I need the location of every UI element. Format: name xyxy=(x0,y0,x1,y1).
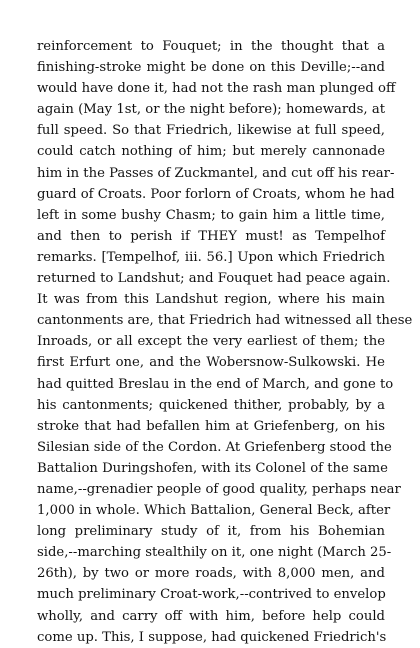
text-line: much preliminary Croat-work,--contrived to envelop xyxy=(37,587,386,603)
text-line: cantonments are, that Friedrich had witnessed all these xyxy=(37,313,413,329)
text-line: remarks. [Tempelhof, iii. 56.] Upon which Friedrich xyxy=(37,249,385,265)
text-line: stroke that had befallen him at Griefenberg, on his xyxy=(37,418,385,434)
text-line: name,--grenadier people of good quality, perhaps near xyxy=(37,481,401,497)
book-page xyxy=(37,36,413,648)
text-line: returned to Landshut; and Fouquet had peace again. xyxy=(37,271,391,287)
text-line: his cantonments; quickened thither, probably, by a xyxy=(37,397,385,413)
text-line: wholly, and carry off with him, before help could xyxy=(37,608,385,624)
text-line: had quitted Breslau in the end of March, and gone to xyxy=(37,376,394,392)
text-line: It was from this Landshut region, where his main xyxy=(37,292,385,308)
text-line: again (May 1st, or the night before); homewards, at xyxy=(37,102,385,118)
text-line: finishing-stroke might be done on this Deville;--and xyxy=(37,60,385,76)
text-line: full speed. So that Friedrich, likewise at full speed, xyxy=(37,123,385,139)
text-line: him in the Passes of Zuckmantel, and cut off his rear- xyxy=(37,165,395,181)
text-line: Battalion Duringshofen, with its Colonel of the same xyxy=(37,460,388,476)
text-line: 26th), by two or more roads, with 8,000 men, and xyxy=(37,566,385,582)
text-line: Inroads, or all except the very earliest of them; the xyxy=(37,334,385,350)
text-line: 1,000 in whole. Which Battalion, General Beck, after xyxy=(37,503,391,519)
text-line: Silesian side of the Cordon. At Griefenberg stood the xyxy=(37,439,392,455)
paragraph-fouquet-deville xyxy=(37,36,396,289)
text-line: and then to perish if THEY must! as Tempelhof xyxy=(37,228,385,244)
text-line: side,--marching stealthily on it, one night (March 25- xyxy=(37,545,392,561)
text-line: left in some bushy Chasm; to gain him a little time, xyxy=(37,207,385,223)
text-line: long preliminary study of it, from his Bohemian xyxy=(37,524,385,540)
text-line: would have done it, had not the rash man plunged off xyxy=(37,81,396,97)
text-line: come up. This, I suppose, had quickened Friedrich's xyxy=(37,629,387,645)
text-line: first Erfurt one, and the Wobersnow-Sulkowski. He xyxy=(37,355,385,371)
text-line: guard of Croats. Poor forlorn of Croats, whom he had xyxy=(37,186,395,202)
text-line: reinforcement to Fouquet; in the thought that a xyxy=(37,39,385,54)
text-line: could catch nothing of him; but merely cannonade xyxy=(37,144,385,160)
